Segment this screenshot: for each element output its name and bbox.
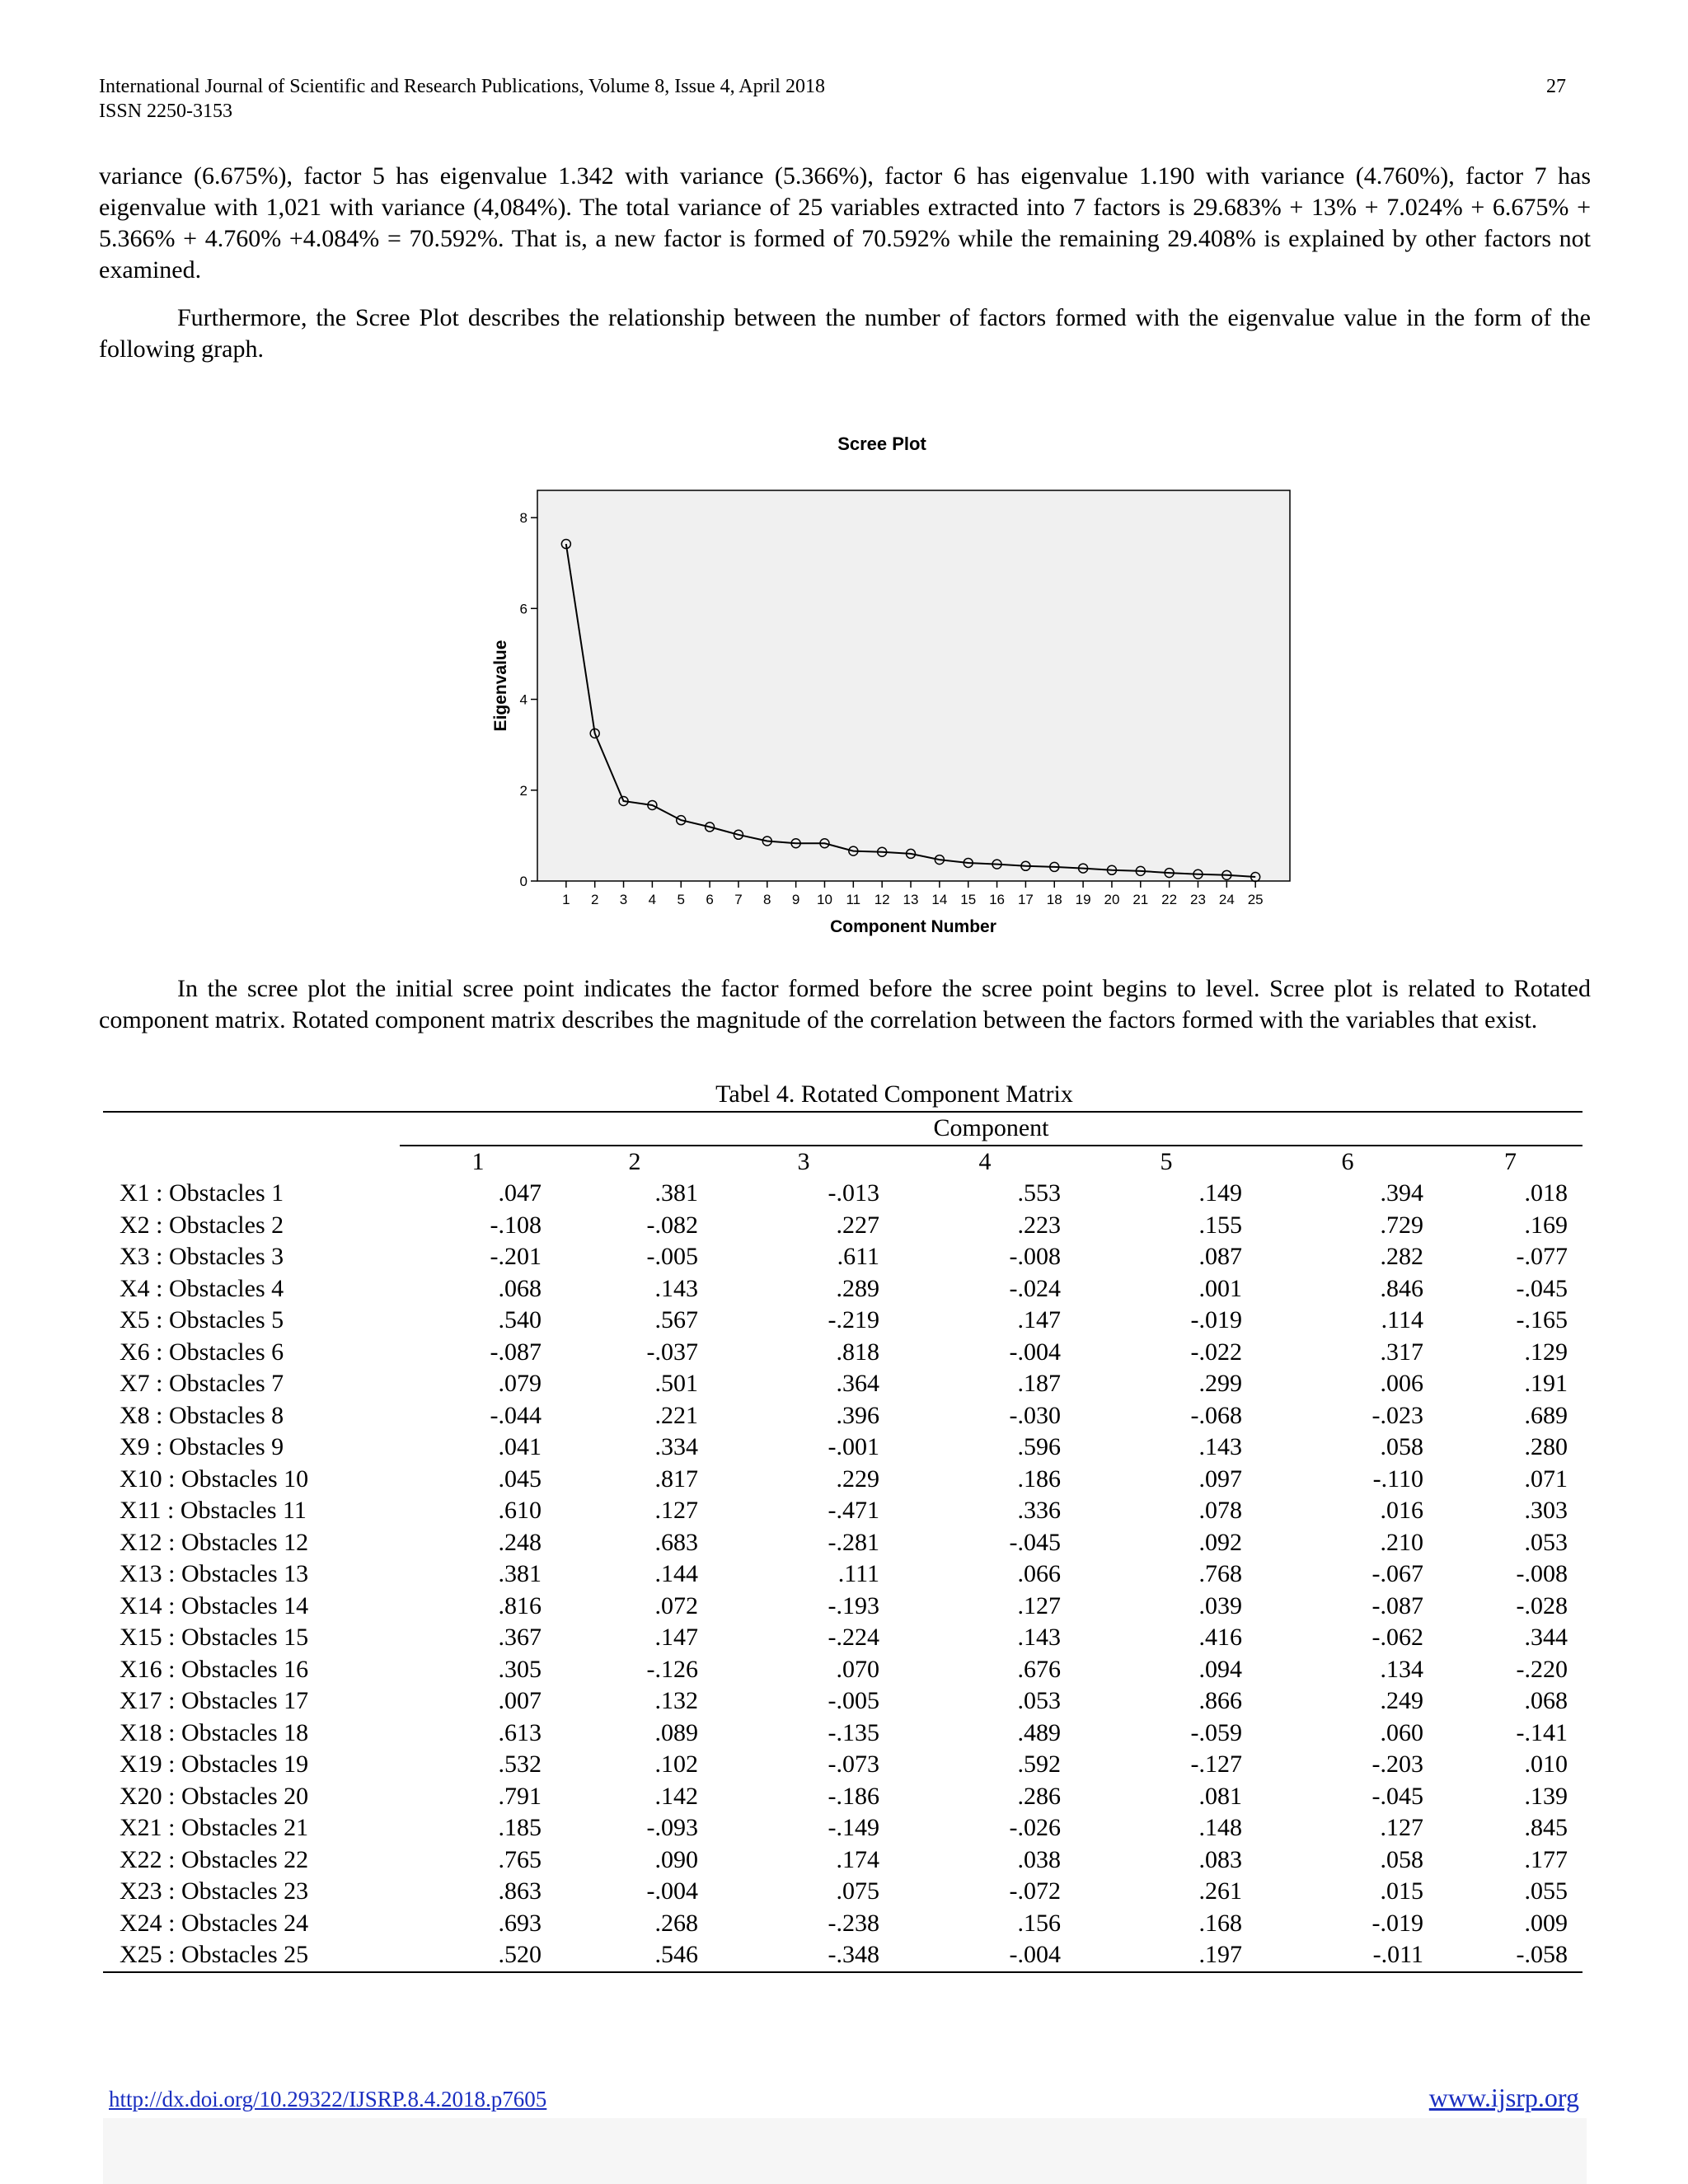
row-label: X9 : Obstacles 9 [120,1433,284,1460]
loading-cell: .221 [654,1401,698,1429]
loading-cell: .765 [498,1845,542,1873]
x-tick-label: 16 [989,892,1006,907]
loading-cell: -.077 [1516,1243,1568,1270]
table-row [103,1210,1582,1242]
loading-cell: .169 [1524,1211,1568,1239]
y-tick-label: 6 [519,601,528,617]
loading-cell: -.044 [490,1401,542,1429]
loading-cell: .066 [1017,1560,1061,1587]
x-tick-label: 6 [706,892,714,907]
loading-cell: .010 [1524,1750,1568,1778]
table-row [103,1749,1582,1781]
x-tick-label: 18 [1046,892,1062,907]
row-label: X23 : Obstacles 23 [120,1877,309,1905]
loading-cell: .177 [1524,1845,1568,1873]
y-axis [520,510,537,889]
loading-cell: -.126 [646,1655,698,1683]
loading-cell: .596 [1017,1433,1061,1460]
loading-cell: -.149 [828,1814,879,1841]
loading-cell: .817 [654,1465,698,1493]
loading-cell: .344 [1524,1624,1568,1651]
table-body [103,1178,1582,1972]
loading-cell: -.087 [490,1338,542,1366]
loading-cell: .168 [1198,1909,1242,1937]
row-label: X25 : Obstacles 25 [120,1941,309,1968]
x-axis-label: Component Number [830,917,996,936]
column-header-1: 1 [471,1147,485,1175]
loading-cell: -.008 [1009,1243,1061,1270]
scree-plot-chart [478,429,1302,940]
loading-cell: .381 [654,1179,698,1207]
loading-cell: .087 [1198,1243,1242,1270]
table-row [103,1464,1582,1496]
loading-cell: .097 [1198,1465,1242,1493]
loading-cell: .520 [498,1941,542,1968]
loading-cell: .081 [1198,1782,1242,1810]
loading-cell: -.067 [1372,1560,1423,1587]
loading-cell: .001 [1198,1274,1242,1302]
loading-cell: -.219 [828,1306,879,1333]
loading-cell: .846 [1380,1274,1423,1302]
x-tick-label: 19 [1075,892,1091,907]
row-label: X24 : Obstacles 24 [120,1909,309,1937]
loading-cell: .845 [1524,1814,1568,1841]
website-link[interactable]: www.ijsrp.org [1428,2083,1579,2112]
loading-cell: .367 [498,1624,542,1651]
x-tick-label: 23 [1190,892,1206,907]
loading-cell: .142 [654,1782,698,1810]
component-header-row [103,1112,1582,1146]
loading-cell: .364 [836,1370,879,1397]
y-tick-label: 2 [519,782,528,799]
row-label: X6 : Obstacles 6 [120,1338,284,1366]
x-tick-label: 25 [1247,892,1264,907]
loading-cell: .303 [1524,1497,1568,1524]
loading-cell: .144 [654,1560,698,1587]
loading-cell: .185 [498,1814,542,1841]
loading-cell: -.141 [1516,1718,1568,1746]
x-tick-label: 7 [734,892,743,907]
loading-cell: .111 [837,1560,879,1587]
loading-cell: .174 [836,1845,879,1873]
table-row [103,1495,1582,1527]
loading-cell: -.082 [646,1211,698,1239]
loading-cell: .068 [498,1274,542,1302]
loading-cell: .489 [1017,1718,1061,1746]
x-tick-label: 17 [1017,892,1034,907]
issn: ISSN 2250-3153 [99,101,233,122]
column-header-7: 7 [1504,1147,1517,1175]
loading-cell: .336 [1017,1497,1061,1524]
loading-cell: .416 [1198,1624,1242,1651]
page-number: 27 [1546,76,1566,97]
table-row [103,1718,1582,1750]
table-row [103,1781,1582,1813]
loading-cell: -.220 [1516,1655,1568,1683]
loading-cell: -.045 [1516,1274,1568,1302]
loading-cell: .532 [498,1750,542,1778]
paragraph-variance: variance (6.675%), factor 5 has eigenvalue 1.342 with variance (5.366%), factor 6 has eigenvalue 1.190 with variance (4.760%), factor 7 has eigenvalue with 1,021 with variance (4,084%). The total variance of 25 variables extracted into 7 factors is 29.683% + 13% + 7.024% + 6.675% + 5.366% + 4.760% +4.084% = 70.592%. That is, a new factor is formed of 70.592% while the remaining 29.408% is explained by other factors not examined. [99,162,1591,284]
row-label: X7 : Obstacles 7 [120,1370,284,1397]
loading-cell: .041 [498,1433,542,1460]
loading-cell: -.127 [1190,1750,1242,1778]
loading-cell: -.165 [1516,1306,1568,1333]
loading-cell: .280 [1524,1433,1568,1460]
loading-cell: .289 [836,1274,879,1302]
loading-cell: -.058 [1516,1941,1568,1968]
table-row [103,1558,1582,1591]
row-label: X4 : Obstacles 4 [120,1274,284,1302]
loading-cell: .060 [1380,1718,1423,1746]
loading-cell: .053 [1524,1528,1568,1556]
table-row [103,1876,1582,1908]
loading-cell: -.093 [646,1814,698,1841]
loading-cell: -.004 [1009,1338,1061,1366]
chart-title: Scree Plot [837,434,926,454]
loading-cell: .078 [1198,1497,1242,1524]
loading-cell: .693 [498,1909,542,1937]
loading-cell: .092 [1198,1528,1242,1556]
loading-cell: .090 [654,1845,698,1873]
loading-cell: -.011 [1372,1941,1423,1968]
loading-cell: .396 [836,1401,879,1429]
row-label: X11 : Obstacles 11 [120,1497,307,1524]
loading-cell: .070 [836,1655,879,1683]
loading-cell: .079 [498,1370,542,1397]
x-tick-label: 10 [817,892,832,907]
loading-cell: .866 [1198,1687,1242,1714]
loading-cell: .038 [1017,1845,1061,1873]
loading-cell: .016 [1380,1497,1423,1524]
loading-cell: -.045 [1009,1528,1061,1556]
loading-cell: .197 [1198,1941,1242,1968]
loading-cell: .186 [1017,1465,1061,1493]
y-tick-label: 4 [519,691,528,708]
table-caption: Tabel 4. Rotated Component Matrix [715,1080,1073,1108]
column-header-3: 3 [797,1147,810,1175]
loading-cell: .053 [1017,1687,1061,1714]
row-label: X16 : Obstacles 16 [120,1655,309,1683]
row-label: X8 : Obstacles 8 [120,1401,284,1429]
x-tick-label: 14 [931,892,948,907]
loading-cell: .143 [654,1274,698,1302]
y-tick-label: 0 [519,874,528,889]
column-header-5: 5 [1160,1147,1173,1175]
loading-cell: .381 [498,1560,542,1587]
table-row [103,1844,1582,1877]
plot-area [537,490,1290,881]
loading-cell: .553 [1017,1179,1061,1207]
x-tick-label: 1 [562,892,570,907]
loading-cell: .227 [836,1211,879,1239]
loading-cell: .149 [1198,1179,1242,1207]
loading-cell: .009 [1524,1909,1568,1937]
row-label: X2 : Obstacles 2 [120,1211,284,1239]
paragraph-rotated-matrix: In the scree plot the initial scree point indicates the factor formed before the scree point begins to level. Scree plot is related to Rotated component matrix. Rotated component matrix describes the magnitude of the correlation between the factors formed with the variables that exist. [99,975,1591,1033]
table-row [103,1337,1582,1369]
loading-cell: -.087 [1372,1591,1423,1619]
loading-cell: .083 [1198,1845,1242,1873]
loading-cell: .223 [1017,1211,1061,1239]
loading-cell: .611 [837,1243,879,1270]
loading-cell: .071 [1524,1465,1568,1493]
loading-cell: .613 [498,1718,542,1746]
loading-cell: .261 [1198,1877,1242,1905]
x-tick-label: 22 [1161,892,1178,907]
loading-cell: -.023 [1372,1401,1423,1429]
loading-cell: .501 [654,1370,698,1397]
row-label: X1 : Obstacles 1 [120,1179,284,1207]
loading-cell: -.004 [1009,1941,1061,1968]
loading-cell: -.135 [828,1718,879,1746]
x-tick-label: 8 [763,892,771,907]
doi-link[interactable]: http://dx.doi.org/10.29322/IJSRP.8.4.2018.p7605 [109,2087,547,2111]
loading-cell: .094 [1198,1655,1242,1683]
table-row [103,1527,1582,1559]
table-row [103,1685,1582,1718]
y-tick-label: 8 [519,510,528,527]
loading-cell: .286 [1017,1782,1061,1810]
x-tick-label: 20 [1104,892,1120,907]
loading-cell: .132 [654,1687,698,1714]
row-label: X15 : Obstacles 15 [120,1624,309,1651]
loading-cell: -.026 [1009,1814,1061,1841]
table-row [103,1178,1582,1210]
loading-cell: -.108 [490,1211,542,1239]
loading-cell: .147 [1017,1306,1061,1333]
loading-cell: .134 [1380,1655,1423,1683]
loading-cell: -.073 [828,1750,879,1778]
loading-cell: -.224 [828,1624,879,1651]
loading-cell: .394 [1380,1179,1423,1207]
table-row [103,1622,1582,1654]
loading-cell: .334 [654,1433,698,1460]
table-row [103,1432,1582,1464]
x-tick-label: 3 [619,892,628,907]
column-header-2: 2 [628,1147,641,1175]
footer-shade [103,2118,1587,2184]
table-row [103,1654,1582,1686]
row-label: X5 : Obstacles 5 [120,1306,284,1333]
rotated-component-matrix-table [103,1111,1582,1973]
component-header: Component [400,1112,1582,1146]
table-row [103,1273,1582,1305]
loading-cell: .540 [498,1306,542,1333]
row-label: X18 : Obstacles 18 [120,1718,309,1746]
table-row [103,1939,1582,1972]
loading-cell: .305 [498,1655,542,1683]
loading-cell: .102 [654,1750,698,1778]
column-header-6: 6 [1341,1147,1354,1175]
loading-cell: .068 [1524,1687,1568,1714]
loading-cell: -.201 [490,1243,542,1270]
loading-cell: .089 [654,1718,698,1746]
loading-cell: .689 [1524,1401,1568,1429]
loading-cell: -.005 [828,1687,879,1714]
loading-cell: -.193 [828,1591,879,1619]
loading-cell: .129 [1524,1338,1568,1366]
loading-cell: -.281 [828,1528,879,1556]
loading-cell: .127 [1017,1591,1061,1619]
row-label: X12 : Obstacles 12 [120,1528,309,1556]
loading-cell: -.022 [1190,1338,1242,1366]
x-tick-label: 2 [590,892,599,907]
loading-cell: -.238 [828,1909,879,1937]
loading-cell: .148 [1198,1814,1242,1841]
row-label: X3 : Obstacles 3 [120,1243,284,1270]
loading-cell: .072 [654,1591,698,1619]
loading-cell: -.019 [1372,1909,1423,1937]
loading-cell: -.045 [1372,1782,1423,1810]
row-label: X21 : Obstacles 21 [120,1814,309,1841]
loading-cell: .210 [1380,1528,1423,1556]
loading-cell: -.203 [1372,1750,1423,1778]
loading-cell: -.059 [1190,1718,1242,1746]
loading-cell: .143 [1017,1624,1061,1651]
table-row [103,1908,1582,1940]
row-label: X10 : Obstacles 10 [120,1465,309,1493]
loading-cell: .127 [1380,1814,1423,1841]
loading-cell: .683 [654,1528,698,1556]
component-number-row [103,1146,1582,1179]
journal-title: International Journal of Scientific and Research Publications, Volume 8, Issue 4, April 2018 [99,76,825,97]
loading-cell: -.471 [828,1497,879,1524]
loading-cell: -.072 [1009,1877,1061,1905]
row-label: X14 : Obstacles 14 [120,1591,309,1619]
x-tick-label: 4 [648,892,657,907]
row-label: X19 : Obstacles 19 [120,1750,309,1778]
loading-cell: .058 [1380,1433,1423,1460]
loading-cell: -.024 [1009,1274,1061,1302]
loading-cell: .006 [1380,1370,1423,1397]
loading-cell: -.186 [828,1782,879,1810]
loading-cell: .015 [1380,1877,1423,1905]
x-tick-label: 21 [1132,892,1149,907]
loading-cell: -.013 [828,1179,879,1207]
table-row [103,1368,1582,1400]
x-tick-label: 5 [677,892,685,907]
loading-cell: -.062 [1372,1624,1423,1651]
paragraph-scree-intro: Furthermore, the Scree Plot describes the relationship between the number of factors formed with the eigenvalue value in the form of the following graph. [99,304,1591,363]
loading-cell: .045 [498,1465,542,1493]
x-tick-label: 24 [1218,892,1235,907]
loading-cell: -.348 [828,1941,879,1968]
loading-cell: .299 [1198,1370,1242,1397]
loading-cell: .039 [1198,1591,1242,1619]
loading-cell: .317 [1380,1338,1423,1366]
loading-cell: .248 [498,1528,542,1556]
loading-cell: -.030 [1009,1401,1061,1429]
loading-cell: .249 [1380,1687,1423,1714]
loading-cell: .114 [1381,1306,1423,1333]
loading-cell: .007 [498,1687,542,1714]
x-tick-label: 9 [791,892,800,907]
loading-cell: -.004 [646,1877,698,1905]
loading-cell: -.037 [646,1338,698,1366]
loading-cell: -.110 [1372,1465,1423,1493]
x-tick-label: 11 [846,892,861,907]
row-label: X13 : Obstacles 13 [120,1560,309,1587]
loading-cell: .055 [1524,1877,1568,1905]
loading-cell: .058 [1380,1845,1423,1873]
loading-cell: -.019 [1190,1306,1242,1333]
x-tick-label: 15 [960,892,977,907]
row-label: X22 : Obstacles 22 [120,1845,309,1873]
row-label: X20 : Obstacles 20 [120,1782,309,1810]
row-label: X17 : Obstacles 17 [120,1687,309,1714]
loading-cell: -.001 [828,1433,879,1460]
loading-cell: .127 [654,1497,698,1524]
loading-cell: .791 [498,1782,542,1810]
loading-cell: .018 [1524,1179,1568,1207]
x-tick-label: 12 [874,892,890,907]
loading-cell: .567 [654,1306,698,1333]
table-row [103,1591,1582,1623]
column-header-4: 4 [978,1147,992,1175]
loading-cell: .676 [1017,1655,1061,1683]
loading-cell: .863 [498,1877,542,1905]
running-header [99,74,1566,124]
table-row [103,1400,1582,1432]
x-axis [562,881,1264,907]
loading-cell: .546 [654,1941,698,1968]
loading-cell: .147 [654,1624,698,1651]
loading-cell: -.005 [646,1243,698,1270]
loading-cell: .816 [498,1591,542,1619]
loading-cell: .191 [1524,1370,1568,1397]
x-tick-label: 13 [903,892,919,907]
loading-cell: .729 [1380,1211,1423,1239]
y-axis-label: Eigenvalue [491,640,510,732]
loading-cell: .156 [1017,1909,1061,1937]
loading-cell: -.008 [1516,1560,1568,1587]
table-row [103,1305,1582,1337]
loading-cell: .155 [1198,1211,1242,1239]
loading-cell: .610 [498,1497,542,1524]
loading-cell: .047 [498,1179,542,1207]
loading-cell: -.028 [1516,1591,1568,1619]
loading-cell: .075 [836,1877,879,1905]
loading-cell: .268 [654,1909,698,1937]
loading-cell: .139 [1524,1782,1568,1810]
loading-cell: .768 [1198,1560,1242,1587]
table-row [103,1241,1582,1273]
loading-cell: .143 [1198,1433,1242,1460]
loading-cell: -.068 [1190,1401,1242,1429]
table-row [103,1812,1582,1844]
loading-cell: .282 [1380,1243,1423,1270]
loading-cell: .187 [1017,1370,1061,1397]
loading-cell: .592 [1017,1750,1061,1778]
loading-cell: .818 [836,1338,879,1366]
loading-cell: .229 [836,1465,879,1493]
